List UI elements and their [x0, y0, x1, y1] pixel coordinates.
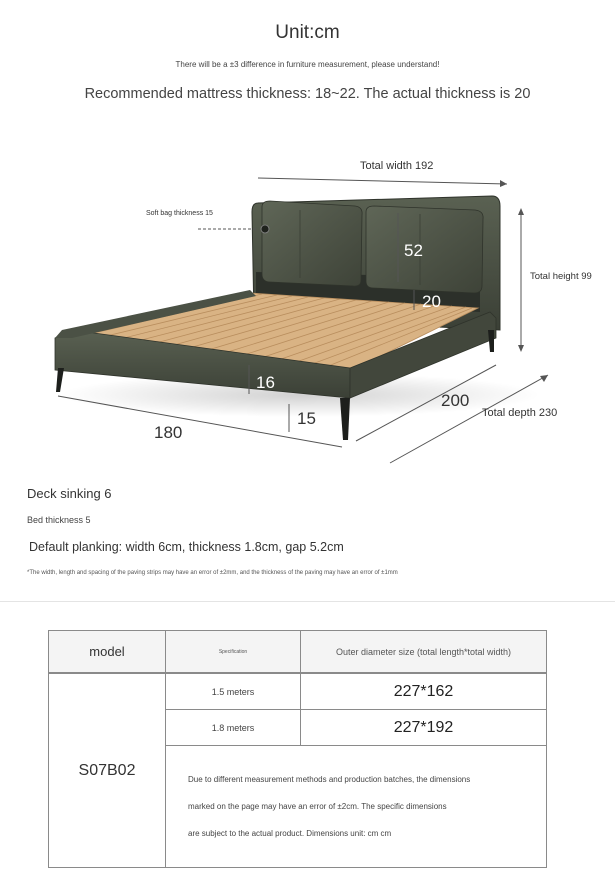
disclaimer-cell [166, 746, 547, 868]
mattress-recommendation: Recommended mattress thickness: 18~22. The actual thickness is 20 [84, 86, 531, 102]
total-height-arrow-bottom [518, 345, 524, 352]
left-pillow [262, 201, 362, 286]
pillow-height-label: 52 [404, 241, 423, 260]
gap-height-label: 20 [422, 292, 441, 311]
planking-text: Default planking: width 6cm, thickness 1.8cm, gap 5.2cm [29, 540, 344, 554]
total-width-arrow-right [500, 180, 507, 187]
model-value: S07B02 [49, 674, 166, 868]
bed-thickness-text: Bed thickness 5 [27, 515, 91, 525]
soft-bag-label: Soft bag thickness 15 [146, 210, 213, 217]
soft-bag-marker [261, 225, 269, 233]
section-divider [0, 601, 615, 602]
right-pillow [366, 206, 483, 293]
size-cell: 227*162 [301, 674, 547, 710]
spec-cell: 1.8 meters [166, 710, 301, 746]
total-depth-label: Total depth 230 [482, 407, 558, 419]
total-height-label: Total height 99 [530, 271, 592, 282]
leg-height-label: 15 [297, 409, 316, 428]
spec-cell: 1.5 meters [166, 674, 301, 710]
frame-height-label: 16 [256, 373, 275, 392]
size-cell: 227*192 [301, 710, 547, 746]
length-label: 180 [154, 423, 183, 442]
header-model: model [49, 631, 166, 673]
table-header-row [49, 631, 547, 673]
disclaimer-line: Due to different measurement methods and production batches, the dimensions [188, 775, 471, 784]
depth-value-label: 200 [441, 391, 470, 410]
header-specification: Specification [166, 631, 301, 673]
total-width-label: Total width 192 [360, 160, 434, 172]
total-height-arrow-top [518, 208, 524, 215]
measurement-note: There will be a ±3 difference in furniture measurement, please understand! [175, 60, 440, 69]
header-outer-size: Outer diameter size (total length*total width) [301, 631, 547, 673]
deck-sinking-text: Deck sinking 6 [27, 486, 112, 501]
table-row [49, 674, 547, 710]
leg-front-left [56, 368, 64, 392]
page-title: Unit:cm [275, 22, 340, 43]
disclaimer-line: are subject to the actual product. Dimensions unit: cm cm [188, 829, 392, 838]
total-width-dim-line [258, 178, 507, 184]
footnote-text: *The width, length and spacing of the paving strips may have an error of ±2mm, and the thickness of the paving may have an error of ±1mm [27, 570, 398, 576]
spec-table [48, 630, 547, 868]
disclaimer-line: marked on the page may have an error of ±2cm. The specific dimensions [188, 802, 447, 811]
leg-front-right [340, 398, 350, 440]
